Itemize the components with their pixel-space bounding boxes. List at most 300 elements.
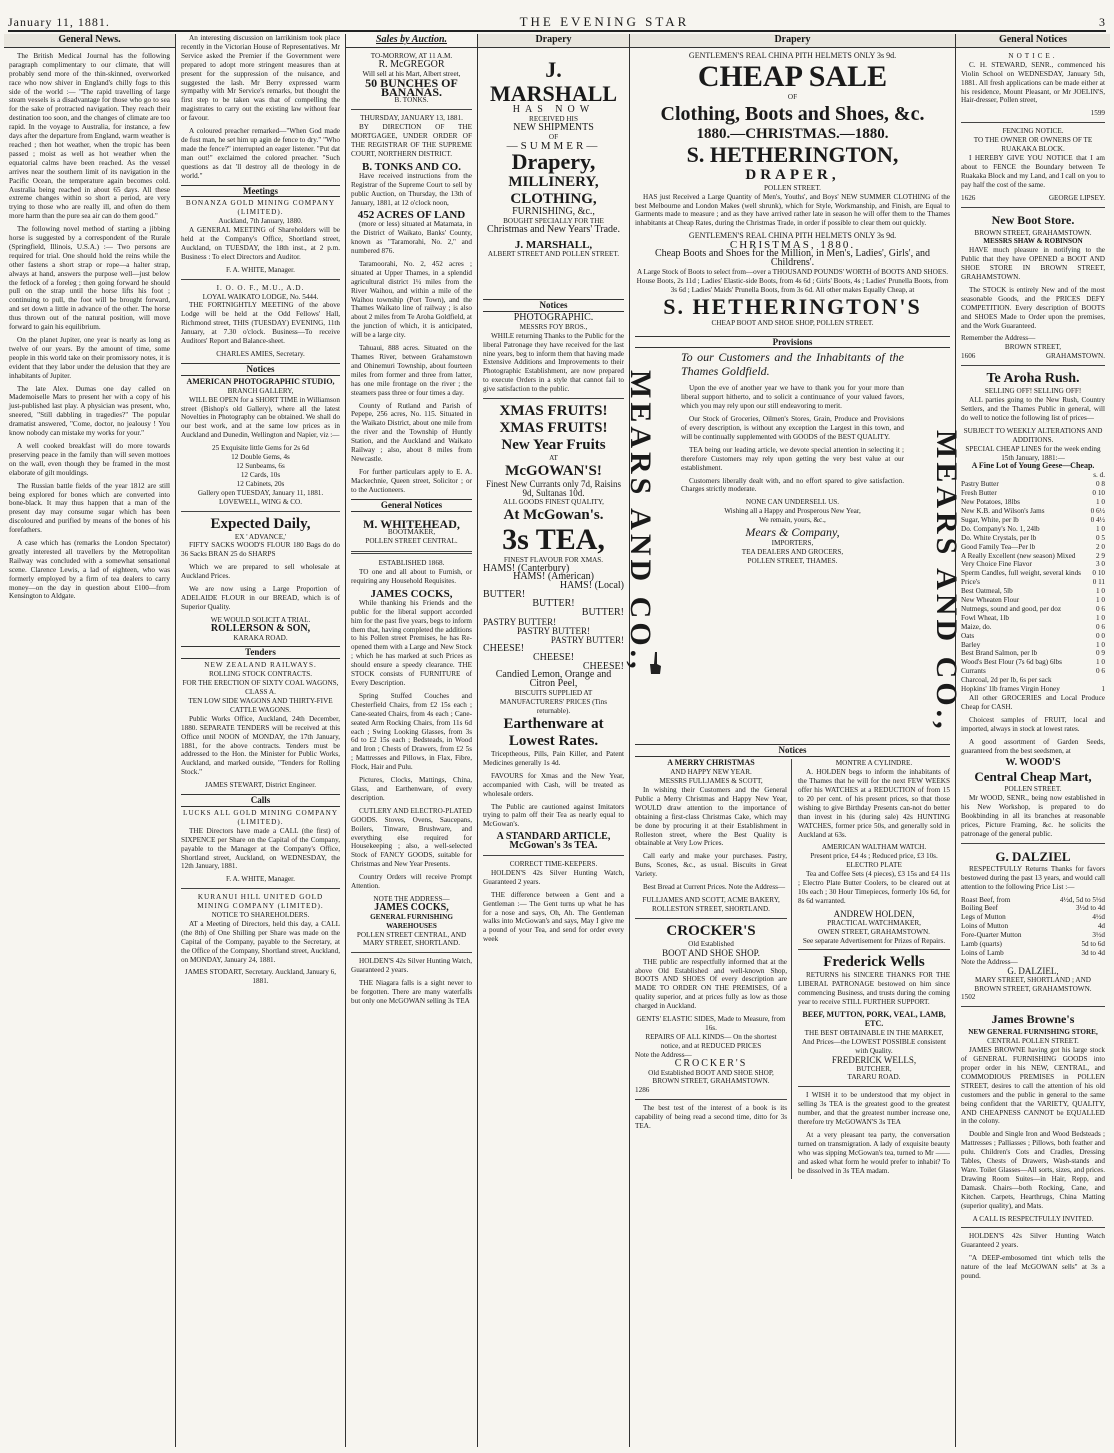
item-price: 1 0	[1096, 596, 1105, 605]
meat-price-row	[961, 940, 1105, 949]
ad-text: Candied Lemon, Orange and Citron Peel,	[495, 669, 612, 690]
ad-text: Customers liberally dealt with, and no effort spared to give satisfaction. Charges strictly moderate.	[681, 476, 904, 494]
item-name: Fresh Butter	[961, 489, 997, 498]
ad-text: THE difference between a Gent and a Gentleman :— The Gent turns up what he has for a nose and says, Oh, Ah. The Gentleman walks into McGowan's and says, May I give me a pound of your Tea, and send for order every week	[483, 890, 624, 944]
price-item: 12 Double Gems, 4s	[231, 453, 290, 462]
item-name: Do. White Crystals, per lb	[961, 533, 1037, 542]
ad-headline: Drapery,	[511, 149, 596, 175]
price-row	[961, 614, 1105, 623]
item-price: 1 0	[1096, 498, 1105, 507]
ad-text: The Public are cautioned against Imitators trying to palm off their Tea as nearly equal to McGowan's.	[483, 802, 624, 829]
ad-text: RETURNS his SINCERE THANKS FOR THE LIBERAL PATRONAGE bestowed on him since commencing Business, and trusts during the coming year to receive STILL FURTHER SUPPORT.	[798, 971, 950, 1007]
section-heading: Drapery	[478, 34, 629, 48]
ad-headline: XMAS FRUITS!	[499, 420, 608, 437]
column-auctions	[346, 34, 478, 1447]
ad-number: 1626	[961, 193, 976, 202]
price-row	[961, 569, 1105, 578]
auctioneer-name: R. McGREGOR	[378, 58, 445, 70]
price-item: 12 Cards, 10s	[240, 470, 281, 479]
article-paragraph: The British Medical Journal has the following paragraph complimentary to our climate, that will probably send more of the thin-skinned, overworked race who now shiver in England's chilly fogs to this side of the world :— "The rapid travelling of large steam vessels is a disadvantage for those who go to sea for the sake of protracted navigation. They reach their destination too soon, and the changes of climate are too rapid. In the voyage to Australia, for instance, a few days after the departure from England, warm weather is reached ; then hot weather, when the tropic has been passed ; moist as well as hot weather when the equatorial calms have been reached. As the vessel arrives near the southern limit of its navigation in the Pacific Ocean, the temperature again becomes cold. Australia being reached in about 65 days. All these extreme changes within so short a period, are very trying to those who are really ill, and often do them more harm than the pure sea air can do them good."	[9, 51, 170, 221]
ad-signature: JAMES COCKS,	[374, 901, 449, 913]
ad-signature: ROLLERSON & SON,	[210, 622, 311, 634]
ad-text: GENTLEMEN'S REAL CHINA PITH HELMETS ONLY 3s 9d.	[688, 50, 897, 60]
ad-address: TARARU ROAD.	[847, 1073, 901, 1082]
price-row	[961, 552, 1105, 561]
ad-headline: S. HETHERINGTON,	[686, 141, 899, 167]
section-heading: Notices	[483, 299, 624, 312]
article-paragraph: On the planet Jupiter, one year is nearly as long as twelve of our years. By the amount of time, some people in this world take on their promissory notes, it is evident that they labor under the delusion that they are inhabitants of Jupiter.	[9, 336, 170, 380]
ad-text: SPECIAL CHEAP LINES for the week ending 15th January, 1881:—	[965, 444, 1101, 462]
ad-subtitle: SELLING OFF! SELLING OFF!	[984, 387, 1082, 396]
item-name: Loins of Lamb	[961, 948, 1004, 957]
ad-subtitle: GENERAL FURNISHING WAREHOUSES	[370, 912, 453, 930]
price-row	[961, 685, 1105, 694]
price-row	[961, 623, 1105, 632]
issue-date: January 11, 1881.	[8, 15, 110, 29]
ad-text: THE BEST OBTAINABLE IN THE MARKET, And Prices—the LOWEST POSSIBLE consistent with Quality.	[801, 1028, 946, 1055]
ad-title: MESSRS FULLJAMES & SCOTT,	[659, 777, 763, 786]
ad-headline: G. DALZIEL	[995, 848, 1071, 864]
ad-text: GENTLEMEN'S REAL CHINA PITH HELMETS ONLY 3s 9d.	[688, 231, 897, 241]
ad-text: Gallery open TUESDAY, January 11, 1881.	[197, 488, 324, 497]
ad-signature: B. TONKS.	[394, 96, 429, 105]
item-name: Wood's Best Flour (7s 6d bag) 6lbs	[961, 658, 1062, 667]
ad-text: WE WOULD SOLICIT A TRIAL.	[210, 615, 311, 624]
ad-text: THE public are respectfully informed that at the above Old Established and well-known Shop, BOOTS AND SHOES Of every description are MADE TO ORDER ON THE PREMISES, Of a quality superior, and at prices fully as low as those charged in Auckland.	[635, 957, 787, 1011]
ad-text: BISCUITS SUPPLIED AT MANUFACTURERS' PRICES (Tins returnable).	[499, 689, 608, 716]
ad-subtitle: ESTABLISHED 1868.	[378, 559, 445, 568]
ad-text: OF	[548, 132, 559, 141]
item-name: Fowl Wheat, 1lb	[961, 613, 1009, 622]
newspaper-title: THE EVENING STAR	[519, 14, 690, 29]
item-name: Do. Company's No. 1, 24lb	[961, 524, 1040, 533]
pointing-hand-icon	[647, 650, 663, 676]
ad-subtitle: A Fine Lot of Young Geese—Cheap.	[971, 461, 1095, 471]
ad-text: HAMS! (American)	[513, 571, 594, 583]
ad-signature: J. MARSHALL,	[514, 239, 593, 252]
item-price: 3½d	[1092, 931, 1105, 940]
ad-text: TEA DEALERS AND GROCERS,	[741, 548, 844, 556]
ad-text: TEA being our leading article, we devote special attention in selecting it ; therefore Customers may rely upon getting the very best value at our establishment.	[681, 445, 904, 472]
item-price: 0 9	[1096, 649, 1105, 658]
column-general-notices	[956, 34, 1110, 1447]
ad-text: A good assortment of Garden Seeds, guaranteed from the best seedsmen, at	[961, 737, 1105, 755]
ad-text: For further particulars apply to E. A. Mackechnie, Queen street, Solicitor ; or to the Auctioneers.	[351, 467, 472, 494]
ad-headline: James Browne's	[991, 1012, 1075, 1027]
ad-text: Christmas and New Years' Trade.	[487, 224, 620, 236]
section-heading: Provisions	[635, 336, 950, 349]
item-name: Oats	[961, 631, 975, 640]
ad-text: PASTRY BUTTER!	[483, 617, 557, 627]
ad-text: All other GROCERIES and Local Produce Cheap for CASH.	[961, 694, 1105, 711]
price-row	[961, 560, 1105, 569]
price-row	[961, 641, 1105, 650]
ad-subtitle: TEN LOW SIDE WAGONS AND THIRTY-FIVE CATTLE WAGONS.	[188, 697, 333, 714]
item-price: 2 0	[1096, 542, 1105, 551]
meat-price-row	[961, 922, 1105, 931]
ad-address: BROWN STREET,	[1004, 343, 1062, 352]
ad-text: THE Niagara falls is a sight never to be forgotten. There are many waterfalls but only one McGOWAN selling 3s TEA	[351, 979, 472, 1005]
ad-text: HAMS! (Canterbury)	[483, 562, 570, 574]
ad-headline: A STANDARD ARTICLE, McGowan's 3s TEA.	[496, 831, 611, 852]
ad-text: Present price, £4 4s ; Reduced price, £3 10s.	[810, 852, 938, 861]
item-price: 0 5	[1096, 533, 1105, 542]
price-list	[181, 444, 340, 489]
ad-text: We are now using a Large Proportion of ADELAIDE FLOUR in our BREAD, which is of Superior Quality.	[181, 585, 340, 611]
ad-subtitle: ROLLING STOCK CONTRACTS.	[208, 670, 313, 679]
ad-signature: GEORGE LIPSEY.	[1048, 193, 1105, 202]
price-row	[961, 507, 1105, 516]
ad-signature: FREDERICK WELLS,	[831, 1054, 917, 1065]
item-price: 1 0	[1096, 613, 1105, 622]
ad-headline: S. HETHERINGTON'S	[663, 293, 922, 319]
ad-headline: Central Cheap Mart,	[974, 769, 1092, 785]
ad-text: AT a Meeting of Directors, held this day, a CALL (the 8th) of One Shilling per Share was made on the Capital of the Company, payable to the Secretary, at the Office of the Company, Shortland street, Auckland, on MONDAY, January 24, 1881.	[181, 919, 340, 964]
ad-subtitle: BOOTMAKER,	[387, 528, 436, 537]
ad-text: A. HOLDEN begs to inform the inhabitants of the Thames that he will for the next FEW WEEKS offer his WATCHES at a REDUCTION of from 15 to 20 per cent. of his present prices, so that those wishing to give Birthday Presents can-not do better than invest in his (during sale) 42s HUNTING WATCHES, former price 50s, and generally sold in Auckland at 63s.	[798, 768, 950, 839]
ad-address: CENTRAL POLLEN STREET.	[987, 1037, 1079, 1046]
ad-text: HAS just Received a Large Quantity of Men's, Youths', and Boys' NEW SUMMER CLOTHING of the best Melbourne and London Makes (well shrunk), which for Style, Workmanship, and Finish, are Equal to Garments made to measure ; and as they have arrived rather late in season he will offer them to the Thames inhabitants at Cheap Rates, during the Christmas Trade, in order if possible to clear them out quickly.	[635, 192, 950, 228]
ad-text: CUTLERY AND ELECTRO-PLATED GOODS. Stoves, Ovens, Saucepans, Boilers, Tinware, Brushware, and everything else required for Housekeeping ; also, a well-selected Stock of FANCY GOODS, suitable for Christmas and New Year Presents.	[351, 806, 472, 869]
price-row	[961, 480, 1105, 489]
item-price: 0 6	[1096, 667, 1105, 676]
ad-subtitle: NOTICE TO SHAREHOLDERS.	[211, 911, 310, 920]
ad-subtitle: TO THE OWNER OR OWNERS OF TE RUAKAKA BLOCK.	[973, 136, 1093, 154]
ad-text: SUBJECT TO WEEKLY ALTERATIONS AND ADDITIONS.	[963, 426, 1103, 444]
section-heading: Sales by Auction.	[346, 34, 477, 48]
ad-text: We remain, yours, &c.,	[759, 516, 826, 525]
ad-headline: Earthenware at Lowest Rates.	[503, 715, 604, 749]
article-paragraph: The Russian battle fields of the year 1812 are still being explored for bones which are converted into bone-black. It may thus happen that a man of the present day may consume sugar which has been discoloured and purified by means of the bones of his forefathers.	[9, 481, 170, 535]
ad-text: "A DEEP-embosomed tint which tells the nature of the leaf McGOWAN sells" at 3s a pound.	[961, 1254, 1105, 1281]
mears-vertical-left: MEARS AND CO.,	[623, 370, 657, 674]
price-row	[961, 516, 1105, 525]
item-price: 3½d to 4d	[1076, 904, 1105, 913]
ad-text: BOUGHT SPECIALLY FOR THE	[503, 217, 604, 226]
ad-signature: CHARLES AMIES, Secretary.	[216, 350, 305, 358]
ad-text: NOTE THE ADDRESS—	[373, 894, 450, 903]
column-drapery-notices	[478, 34, 630, 1447]
ad-address: OWEN STREET, GRAHAMSTOWN.	[818, 927, 930, 936]
section-heading: Notices	[635, 744, 950, 757]
ad-title: NEW ZEALAND RAILWAYS.	[204, 661, 317, 670]
item-name: Best Oatmeal, 5lb	[961, 587, 1013, 596]
meat-price-table	[961, 896, 1105, 958]
ad-address: KARAKA ROAD.	[233, 633, 288, 642]
price-row	[961, 649, 1105, 658]
ad-subtitle: AMERICAN WALTHAM WATCH.	[821, 843, 927, 852]
column-general-news	[4, 34, 176, 1447]
ad-text: HOLDEN'S 42s Silver Hunting Watch, Guaranteed 2 years.	[483, 868, 624, 886]
ad-address: Old Established BOOT AND SHOE SHOP, BROWN STREET, GRAHAMSTOWN.	[648, 1068, 774, 1086]
ad-salutation: To our Customers and the Inhabitants of the Thames Goldfield.	[681, 350, 904, 379]
ad-headline: 1880.—CHRISTMAS.—1880.	[696, 125, 889, 142]
ad-date: TO-MORROW, AT 11 A.M.	[370, 51, 453, 60]
price-item: 25 Exquisite little Gems for 2s 6d	[211, 444, 310, 453]
ad-address: CHEAP BOOT AND SHOE SHOP, POLLEN STREET.	[711, 318, 874, 327]
price-row	[961, 534, 1105, 543]
notices-right	[798, 759, 950, 1179]
meat-price-row	[961, 904, 1105, 913]
price-item: 12 Cabinets, 20s	[236, 479, 285, 488]
item-price: 0 10	[1092, 569, 1105, 578]
item-name: New Wheaten Flour	[961, 596, 1020, 605]
section-heading: Drapery	[630, 34, 955, 48]
price-row	[961, 676, 1105, 685]
ad-signature: W. WOOD'S	[1005, 757, 1061, 769]
ad-title: LUCKS ALL GOLD MINING COMPANY (LIMITED).	[182, 808, 339, 826]
ad-headline: Expected Daily,	[210, 515, 311, 532]
ad-text: A GENERAL MEETING of Shareholders will be held at the Company's Office, Shortland street, Auckland, on TUESDAY, the 18th inst., at 2 p.m. Business : To elect Directors and Auditor.	[181, 226, 340, 261]
ad-number: 1502	[961, 993, 976, 1002]
item-name: Nutmegs, sound and good, per doz	[961, 604, 1062, 613]
article-paragraph: The late Alex. Dumas one day called on Mademoiselle Mars to present her with a copy of his just-published last play. A physician was present, who, sneered, "Still dabbling in tragedies?" The popular dramatist answered, "Come, doctor, no jealousy ! You know nobody can mistake my works for your."	[9, 384, 170, 438]
section-heading: General Notices	[351, 499, 472, 512]
ad-subtitle: BOOT AND SHOE SHOP.	[662, 947, 760, 958]
ad-text: PASTRY BUTTER!	[550, 634, 624, 645]
item-name: New K.B. and Wilson's Jams	[961, 506, 1045, 515]
ad-text: HAVE much pleasure in notifying to the Public that they have OPENED a BOOT AND SHOE STORE IN BROWN STREET, GRAHAMSTOWN.	[961, 246, 1105, 282]
item-name: A Really Excellent (new season) Mixed	[961, 551, 1076, 560]
ad-headline: 50 BUNCHES OF BANANAS.	[365, 75, 458, 99]
item-price: 0 6	[1096, 622, 1105, 631]
ad-text: In wishing their Customers and the General Public a Merry Christmas and Happy New Year, WOULD draw attention to the importance of obtaining a first-class Christmas Cake, which may be done by procuring it at their Establishment in Rolleston street, where the Best Quality is obtainable at Very Low Prices.	[635, 786, 787, 848]
ad-text: Have received instructions from the Registrar of the Supreme Court to sell by public Auction, on Thursday, the 13th of January, 1881, at 12 o'clock noon,	[351, 171, 472, 207]
item-price: 0 6	[1096, 604, 1105, 613]
ad-text: GENTS' ELASTIC SIDES, Made to Measure, from 16s.	[636, 1015, 786, 1032]
ad-text: Spring Stuffed Couches and Chesterfield Chairs, from £2 15s each ; Cane-seated Chairs, from 4s each ; Cane-seated Arm Rocking Chairs, from 11s 6d each ; Swing Looking Glasses, from 3s 6d to £2 15s each ; Bedsteads, in Wood and Iron ; Chests of Drawers, from £2 5s ; Mattresses and Pillows, in Flax, Fibre, Flock, Hair and Pulu.	[351, 691, 472, 772]
ad-title: CORRECT TIME-KEEPERS.	[509, 860, 598, 869]
ad-text: A Large Stock of Boots to select from—over a THOUSAND POUNDS' WORTH of BOOTS AND SHOES.	[636, 267, 949, 276]
item-name: Maize, do.	[961, 622, 992, 631]
ad-text: Which we are prepared to sell wholesale at Auckland Prices.	[181, 563, 340, 581]
ad-headline: M. WHITEHEAD,	[363, 516, 460, 531]
item-name: Sugar, White, per lb	[961, 515, 1019, 524]
ad-text: THE Directors have made a CALL (the first) of SIXPENCE per Share on the Capital of the Company, payable to the Manager at the Company's Office, Shortland street, Auckland, on WEDNESDAY, the 12th January, 1881.	[181, 826, 340, 871]
ad-address: GRAHAMSTOWN.	[1045, 352, 1105, 361]
ad-subtitle: MESSRS FOY BROS.,	[519, 322, 588, 331]
ad-address: POLLEN STREET, THAMES.	[747, 556, 838, 565]
ad-signature: ANDREW HOLDEN,	[833, 908, 915, 919]
ad-text: C. H. STEWARD, SENR., commenced his Violin School on WEDNESDAY, January 5th, 1881. All fresh applications can be made either at his residence, Mount Pleasant, or Mr JOELIN'S, Hair-dresser, Pollen street,	[961, 60, 1105, 105]
ad-title: NOTICE.	[1008, 51, 1058, 60]
ad-text: NEW SHIPMENTS	[513, 121, 594, 133]
ad-headline: JAMES COCKS,	[370, 587, 453, 600]
item-price: 4d	[1097, 922, 1105, 931]
item-name: Good Family Tea—Per lb	[961, 542, 1036, 551]
ad-text: Upon the eve of another year we have to thank you for your more than liberal support hitherto, and to solicit a continuance of your valued favors, which you may rely upon our still endeavoring to merit.	[681, 384, 904, 411]
ad-text: The best test of the interest of a book is its capability of being read a second time, ditto for 3s TEA.	[635, 1104, 787, 1131]
item-price: 4½d, 5d to 5½d	[1059, 895, 1105, 904]
ad-address: MARY STREET, SHORTLAND ; AND BROWN STREET, GRAHAMSTOWN.	[974, 975, 1092, 993]
ad-signature: FULLJAMES AND SCOTT, ACME BAKERY,	[642, 896, 780, 904]
ad-number: 1606	[961, 352, 976, 361]
ad-text: CHEESE!	[532, 651, 575, 663]
ad-text: HOLDEN'S 42s Silver Hunting Watch, Guaranteed 2 years.	[351, 957, 472, 975]
ad-footer	[961, 194, 1105, 203]
article-paragraph: The following novel method of starting a jibbing horse is suggested by a correspondent of the Rurale (Springfield, Illinois, U.S.A.) :— Two persons are required for trial. One should hold the reins while the other fastens a short strap or rope—a halter strap, always at hand, answers the purpose well—just below the fetlock of a foreleg ; then going forward he should pull on the strap until the horse lifts his foot ; continuing to pull, the foot will be brought forward, and set down a little in advance of the other. The horse thus thrown out of the natural position, will move forward to gain his equilibrium.	[9, 225, 170, 332]
ad-text: Taramoorahi, No. 2, 452 acres ; situated at Upper Thames, in a splendid agricultural district 1¼ miles from the River Waihou, and within a mile of the Waihou township (Port Town), and the Thames Waikato line of railway ; is also about 2 miles from Te Aroha Goldfield, at the junction of which, it is anticipated, will be a large city.	[351, 259, 472, 340]
ad-text: At a very pleasant tea party, the conversation turned on transmigration. A lady of exquisite beauty who was sipping McGowan's tea, turned to Mr —— and asked what form he would prefer to inhabit? To be dissolved in 3s TEA madam.	[798, 1130, 950, 1175]
ad-text: (more or less) situated at Matamata, in the District of Waikato, Banks' County, known as "Taramorahi, No. 2," and numbered 876.	[351, 220, 472, 256]
ad-title: FENCING NOTICE.	[1002, 127, 1064, 136]
price-table	[961, 480, 1105, 694]
ad-text: Tea and Coffee Sets (4 pieces), £3 15s and £4 11s ; Electro Plate Butter Coolers, to be cleared out at 10s each ; 30 Hour Timepieces, formerly 10s 6d, for 8s 6d warranted.	[798, 870, 950, 905]
meat-price-row	[961, 931, 1105, 940]
item-name: Best Brand Salmon, per lb	[961, 649, 1038, 658]
price-row	[961, 498, 1105, 507]
item-name: Roast Beef, from	[961, 895, 1011, 904]
ad-address: POLLEN STREET CENTRAL.	[365, 537, 458, 546]
ad-title: AMERICAN PHOTOGRAPHIC STUDIO,	[186, 376, 335, 386]
item-name: Currants	[961, 667, 986, 676]
price-row	[961, 667, 1105, 676]
ad-text: FURNISHING, &c.,	[512, 206, 595, 218]
ad-text: House Boots, 2s 11d ; Ladies' Elastic-side Boots, from 4s 6d ; Girls' Boots, 4s ; Ladies' Prunella Boots, from 3s 6d ; Ladies' Maids' Prunella Boots, from 3s 6d. All other makes Equally Cheap, at	[636, 276, 949, 294]
ad-text: WILL BE OPEN for a SHORT TIME in Williamson street (Bishop's old Gallery), where all the latest Novelties in Photography can be obtained. We shall do our best work, and at the same low prices as in Auckland and Dunedin, Wellington and Napier, viz :—	[181, 395, 340, 440]
ad-text: FAVOURS for Xmas and the New Year, accompanied with Cash, will be treated as wholesale orders.	[483, 771, 624, 798]
price-row	[961, 525, 1105, 534]
ad-title: LOYAL WAIKATO LODGE, No. 5444.	[202, 292, 319, 301]
ad-text: Pictures, Clocks, Mattings, China, Glass, and Earthenware, of every description.	[351, 776, 472, 802]
item-name: New Potatoes, 18lbs	[961, 498, 1020, 507]
item-price: 0 0	[1096, 631, 1105, 640]
item-price: 0 4½	[1090, 515, 1105, 524]
ad-number: 1599	[1090, 109, 1105, 118]
notices-left	[635, 759, 792, 1179]
ad-text: A CALL IS RESPECTFULLY INVITED.	[972, 1214, 1094, 1223]
ad-address: POLLEN STREET.	[764, 183, 821, 192]
ad-title: MONTRE A CYLINDRE.	[835, 759, 913, 768]
price-row	[961, 587, 1105, 596]
meat-price-row	[961, 896, 1105, 905]
price-row	[961, 658, 1105, 667]
item-price: 0 6½	[1090, 506, 1105, 515]
item-name: Loins of Mutton	[961, 922, 1009, 931]
ad-text: REPAIRS OF ALL KINDS— On the shortest notice, and at REDUCED PRICES	[645, 1032, 777, 1050]
ad-address: POLLEN STREET.	[1004, 785, 1062, 794]
ad-headline: New Boot Store.	[991, 212, 1075, 227]
ad-subtitle: ELECTRO PLATE	[846, 861, 902, 870]
item-price: 4½d	[1092, 913, 1105, 922]
ad-headline: Te Aroha Rush.	[986, 371, 1080, 387]
item-name: Barley	[961, 640, 981, 649]
ad-text: BY DIRECTION OF THE MORTGAGEE, UNDER ORDER OF THE REGISTRAR OF THE SUPREME COURT, NORTHERN DISTRICT.	[351, 123, 472, 158]
ad-text: Country Orders will receive Prompt Attention.	[351, 873, 472, 891]
ad-text: I WISH it to be understood that my object in selling 3s TEA is the greatest good to the greatest number, and that the greatest number increase one, therefore try McGOWAN'S 3s TEA	[798, 1091, 950, 1127]
ad-text: Mr WOOD, SENR., being now established in his New Workshop, is prepared to do Bookbinding in all its branches at reasonable prices, Picture Framing, &c. he solicits the patronage of the general public.	[961, 794, 1105, 838]
section-heading: Meetings	[181, 185, 340, 198]
ad-headline: J. MARSHALL	[489, 56, 618, 106]
ad-subtitle: NEW GENERAL FURNISHING STORE,	[968, 1028, 1098, 1037]
price-row	[961, 596, 1105, 605]
item-price: 0 11	[1092, 578, 1105, 587]
ad-text: PASTRY BUTTER!	[516, 625, 591, 636]
ad-subtitle: BEEF, MUTTON, PORK, VEAL, LAMB, ETC.	[802, 1010, 946, 1028]
column-drapery-provisions	[623, 34, 963, 1447]
price-row	[961, 632, 1105, 641]
ad-text: CHEESE!	[582, 660, 624, 672]
article-paragraph: A coloured preacher remarked—"When God made de fust man, he set him up agin de fence to dry." "Who made the fence?" interrupted an eager listener. "Put dat man out!" exclaimed the colored preacher. "Such questions as dat 'll destroy all de theology in de world."	[181, 127, 340, 180]
ad-text: CHEESE!	[483, 642, 525, 654]
section-heading: General News.	[4, 34, 175, 48]
price-row	[961, 578, 1105, 587]
ad-signature: JAMES STODART, Secretary. Auckland, January 6, 1881.	[184, 968, 337, 986]
item-name: Charcoal, 2d per lb, 6s per sack	[961, 676, 1052, 685]
item-price: 5d to 6d	[1081, 940, 1105, 949]
item-name: Hopkins' 1lb frames Virgin Honey	[961, 685, 1060, 694]
ad-subtitle: DRAPER,	[745, 166, 840, 183]
ad-headline: Frederick Wells	[823, 954, 925, 971]
item-price: 0 8	[1096, 480, 1105, 489]
ad-text: Call early and make your purchases. Pastry, Buns, Scones, &c., as usual. Biscuits in Great Variety.	[635, 852, 787, 879]
mears-advertisement	[623, 350, 963, 740]
ad-signature: F. A. WHITE, Manager.	[226, 875, 295, 884]
notices-two-column	[635, 759, 950, 1179]
item-name: Fore-Quarter Mutton	[961, 931, 1022, 940]
ad-address: ROLLESTON STREET, SHORTLAND.	[652, 904, 770, 913]
item-name: Price's	[961, 578, 980, 587]
ad-text: Note the Address—	[635, 1050, 692, 1059]
price-item: 12 Sunbeams, 6s	[236, 461, 285, 470]
ad-text: Triceptheous, Pills, Pain Killer, and Patent Medicines generally 1s 4d.	[483, 749, 624, 767]
article-paragraph: A case which has (remarks the London Spectator) greatly interested all travellers by the Metropolitan Railway was concluded with a somewhat sensational scene. Clarence Lewis, a lad of eighteen, who was formerly employed by a firm of tea dealers to carry money—on the day in question about £100—from Kensington to Aldgate.	[9, 539, 170, 601]
price-row	[961, 489, 1105, 498]
auctioneer-name: B. TONKS AND CO.	[362, 160, 461, 173]
ad-title: BONANZA GOLD MINING COMPANY (LIMITED).	[185, 199, 336, 217]
ad-text: BUTTER!	[532, 598, 575, 610]
ad-text: The STOCK is entirely New and of the most seasonable Goods, and the PRICES DEFY COMPETITION. Every description of BOOTS and SHOES Made to Order upon the premises, and the Work Guaranteed.	[961, 285, 1105, 330]
ad-text: Tahuaui, 888 acres. Situated on the Thames River, between Grahamstown and Ohinemuri Township, about fourteen miles from former and three from latter, has one mile frontage on the river ; the steamers pass three or four times a day.	[351, 344, 472, 397]
ad-title: KURANUI HILL UNITED GOLD MINING COMPANY (LIMITED).	[197, 893, 324, 911]
ad-text: HOLDEN'S 42s Silver Hunting Watch Guaranteed 2 years.	[961, 1232, 1105, 1250]
ad-headline: New Year Fruits	[501, 437, 606, 454]
ad-address: POLLEN STREET CENTRAL, AND MARY STREET, SHORTLAND.	[356, 930, 467, 948]
ad-text: Public Works Office, Auckland, 24th December, 1880. SEPARATE TENDERS will be received at this Office until NOON of MONDAY, the 17th January, 1881, for the above contracts. Tenders must be addressed to the Hon. the Minister for Public Works, Auckland, and marked outside, "Tenders for Rolling Stock."	[181, 714, 340, 777]
ad-text: HAMS! (Local)	[559, 580, 624, 592]
ad-subtitle: EX ' ADVANCE,'	[234, 532, 287, 541]
article-paragraph: An interesting discussion on larrikinism took place recently in the Victorian House of Representatives. Mr Service asked the Premier if the Government were prepared to adopt more stringent measures than at present for the suppression of the nuisance, and suggested the lash. Mr Berry expressed warm sympathy with Mr Service's remarks, but thought the first step to be taken was that of compelling the magistrates to carry out the existing law without fear or favour.	[181, 34, 340, 123]
ad-headline: CLOTHING,	[510, 191, 597, 208]
ad-signature: CROCKER'S	[674, 1057, 748, 1069]
ad-number: 1286	[635, 1086, 650, 1095]
item-price: 3 0	[1096, 560, 1105, 569]
item-price: 1	[1101, 685, 1105, 694]
ad-subtitle: BUTCHER,	[856, 1064, 892, 1073]
mears-body	[681, 350, 904, 565]
ad-signature: JAMES STEWART, District Engineer.	[204, 781, 317, 790]
ad-date: Auckland, 7th January, 1880.	[218, 217, 303, 226]
ad-text: Old Established	[688, 939, 734, 948]
ad-headline: At McGowan's.	[503, 506, 604, 523]
ad-text: County of Rutland and Parish of Pepepe, 256 acres, No. 115. Situated in the Waikato District, about one mile from the river and the Township of Huntly Station, and the Auckland and Waikato Railway ; also, about 8 miles from Newcastle.	[351, 401, 472, 463]
ad-text: Best Bread at Current Prices. Note the Address—	[643, 883, 786, 892]
ad-text: FIFTY SACKS WOOD'S FLOUR 180 Bags do do 36 Sacks BRAN 25 do SHARPS	[181, 541, 340, 559]
ad-signature: LOVEWELL, WING & CO.	[218, 497, 303, 506]
meat-price-row	[961, 913, 1105, 922]
ad-headline: 3s TEA,	[502, 522, 605, 556]
ad-subtitle: AND HAPPY NEW YEAR.	[670, 768, 752, 777]
ad-signature: G. DALZIEL,	[1007, 965, 1059, 976]
item-price: 1 0	[1096, 524, 1105, 533]
ad-text: Remember the Address—	[961, 334, 1036, 343]
price-row	[961, 605, 1105, 614]
item-price: 3d to 4d	[1081, 948, 1105, 957]
ad-subtitle: BRANCH GALLERY,	[227, 386, 294, 395]
ad-text: Wishing all a Happy and Prosperous New Year,	[724, 507, 861, 516]
item-price: 1 0	[1096, 640, 1105, 649]
ad-date: THURSDAY, JANUARY 13, 1881.	[360, 114, 463, 123]
